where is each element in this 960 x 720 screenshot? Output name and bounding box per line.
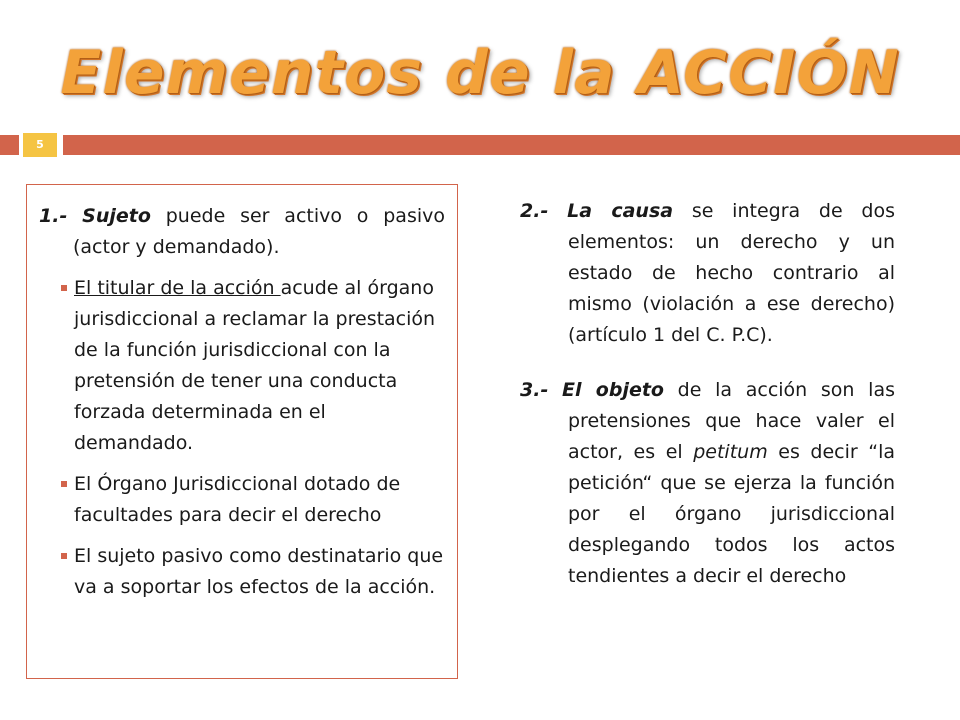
right-content [520,196,895,592]
bullet-text: acude al órgano jurisdiccional a reclamar la prestación de la función jurisdiccional con la pretensión de tener una conducta forzada determinada en el demandado. [74,277,436,454]
slide-title: Elementos de la ACCIÓN [60,38,900,108]
sujeto-term: Sujeto [82,205,151,227]
bullet-square-icon [61,553,67,559]
sujeto-number: 1.- [39,205,68,227]
causa-text: se integra de dos elementos: un derecho y un estado de hecho contrario al mismo (violación a ese derecho)(artículo 1 del C. P.C). [568,200,895,346]
objeto-text-rest: es decir “la petición“ que se ejerza la función por el órgano jurisdiccional desplegando todos los actos tendientes a decir el derecho [568,441,895,587]
bullet-square-icon [61,481,67,487]
causa-paragraph [520,196,895,351]
bullet-square-icon [61,285,67,291]
list-item [39,541,445,603]
objeto-text: de la acción son las pretensiones que hace valer el actor, es el [568,379,895,463]
objeto-term: El objeto [562,379,664,401]
sujeto-paragraph [39,201,445,263]
list-item [39,273,445,459]
causa-term: La causa [567,200,674,222]
objeto-paragraph [520,375,895,592]
causa-number: 2.- [520,200,549,222]
bullet-text: El sujeto pasivo como destinatario que va a soportar los efectos de la acción. [74,545,444,598]
bullet-text: El Órgano Jurisdiccional dotado de facultades para decir el derecho [74,473,401,526]
bullet-underlined-text: El titular de la acción [74,277,281,299]
petitum-term: petitum [693,441,768,463]
sujeto-text: puede ser activo o pasivo (actor y demandado). [73,205,446,258]
accent-bar-left [0,135,19,155]
accent-bar [63,135,960,155]
page-number-badge: 5 [23,133,57,157]
objeto-number: 3.- [520,379,549,401]
left-content-box [26,184,458,679]
list-item [39,469,445,531]
